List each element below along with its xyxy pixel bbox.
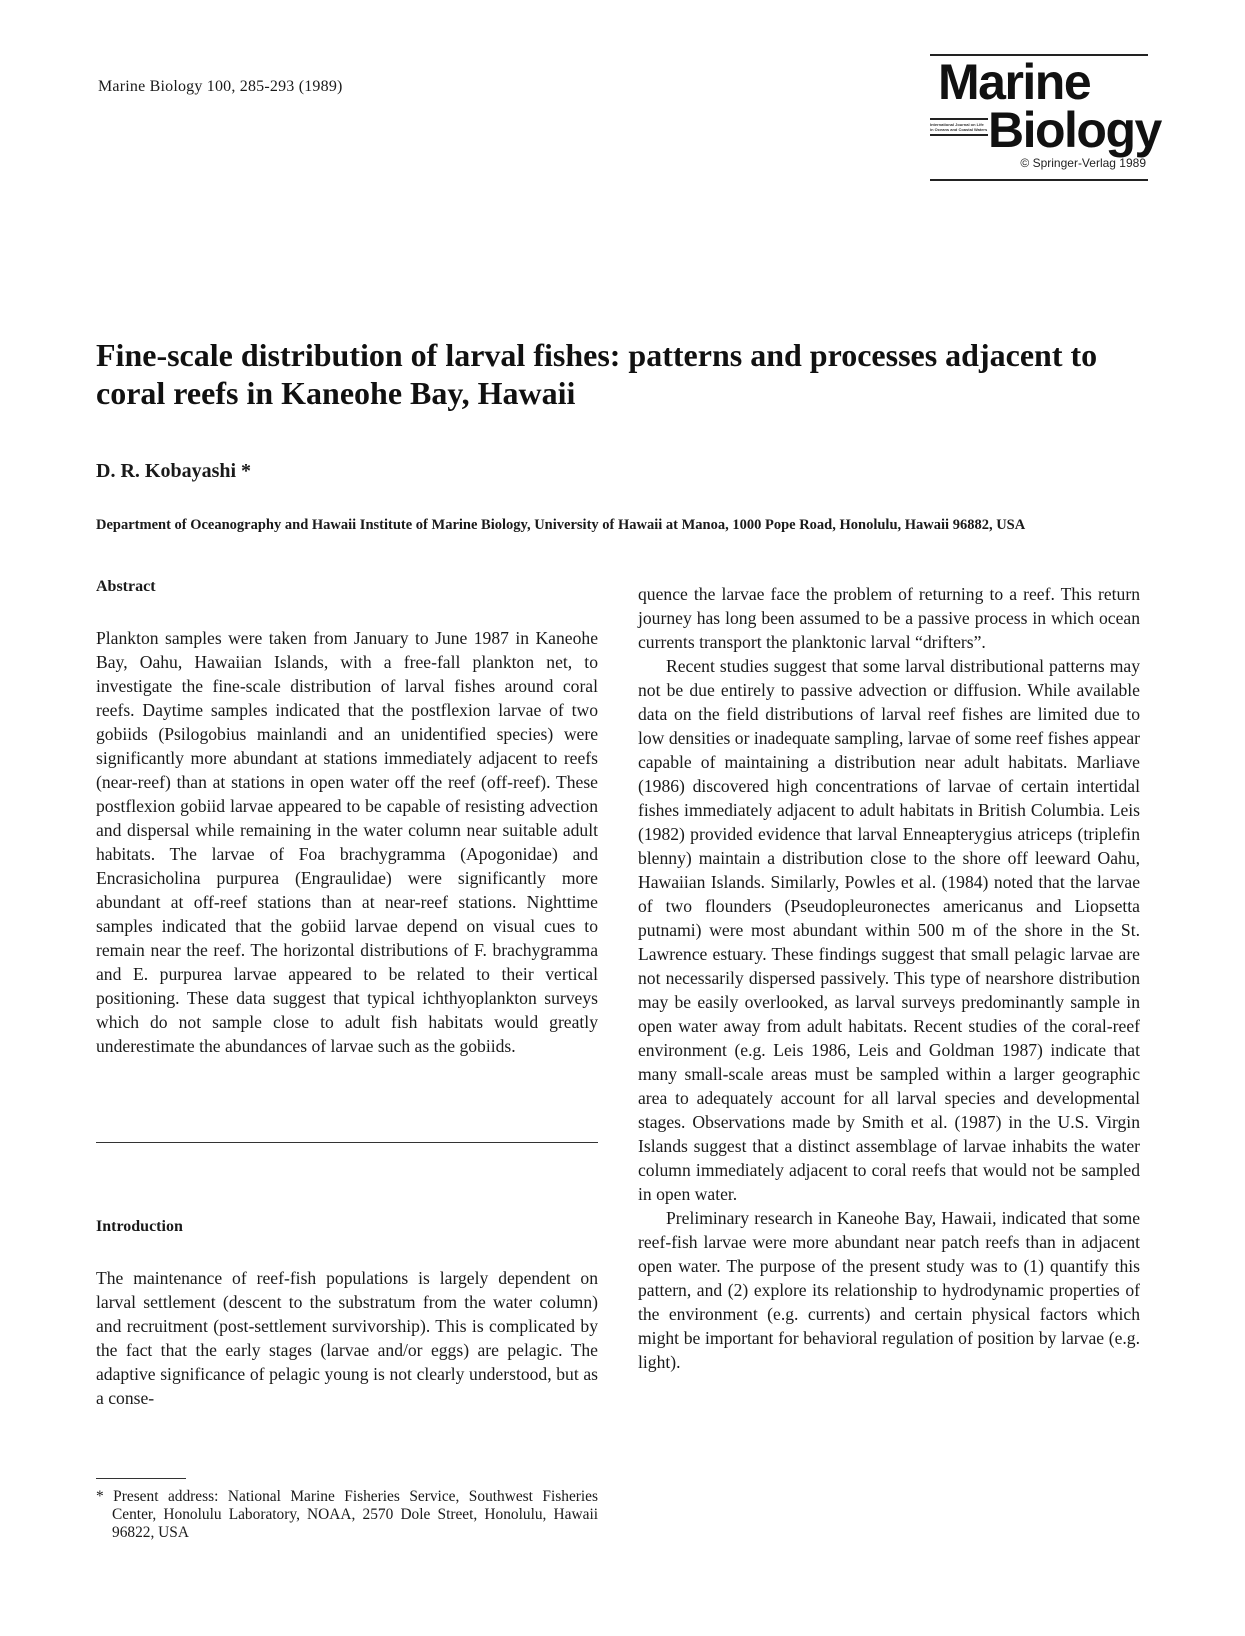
author-affiliation: Department of Oceanography and Hawaii Institute of Marine Biology, University of Hawaii at Manoa, 1000 Pope Road, Honolulu, Hawaii 96882, USA <box>96 517 1026 533</box>
journal-citation: Marine Biology 100, 285-293 (1989) <box>98 78 343 95</box>
article-author: D. R. Kobayashi * <box>96 460 252 482</box>
introduction-heading: Introduction <box>96 1218 183 1235</box>
introduction-paragraph-continued: quence the larvae face the problem of returning to a reef. This return journey has long been assumed to be a passive process in which ocean currents transport the planktonic larval “drifters”. <box>638 584 1140 652</box>
abstract-text: Plankton samples were taken from January to June 1987 in Kaneohe Bay, Oahu, Hawaiian Islands, with a free-fall plankton net, to investigate the fine-scale distribution of larval fishes around coral reefs. Daytime samples indicated that the postflexion larvae of two gobiids (Psilogobius mainlandi and an unidentified species) were significantly more abundant at stations immediately adjacent to reefs (near-reef) than at stations in open water off the reef (off-reef). These postflexion gobiid larvae appeared to be capable of resisting advection and dispersal while remaining in the water column near suitable adult habitats. The larvae of Foa brachygramma (Apogonidae) and Encrasicholina purpurea (Engraulidae) were significantly more abundant at off-reef stations than at near-reef stations. Nighttime samples indicated that the gobiid larvae depend on visual cues to remain near the reef. The horizontal distributions of F. brachygramma and E. purpurea larvae appeared to be related to their vertical positioning. These data suggest that typical ichthyoplankton surveys which do not sample close to adult fish habitats would greatly underestimate the abundances of larvae such as the gobiids. <box>96 628 598 1056</box>
introduction-paragraph-3: Preliminary research in Kaneohe Bay, Hawaii, indicated that some reef-fish larvae were more abundant near patch reefs than in adjacent open water. The purpose of the present study was to (1) quantify this pattern, and (2) explore its relationship to hydrodynamic properties of the environment (e.g. currents) and certain physical factors which might be important for behavioral regulation of position by larvae (e.g. light). <box>638 1208 1140 1372</box>
logo-bottom-rule <box>930 179 1148 181</box>
introduction-paragraph-1: The maintenance of reef-fish populations is largely dependent on larval settlement (descent to the substratum from the water column) and recruitment (post-settlement survivorship). This is complicated by the fact that the early stages (larvae and/or eggs) are pelagic. The adaptive significance of pelagic young is not clearly understood, but as a conse- <box>96 1268 598 1408</box>
publisher-copyright: © Springer-Verlag 1989 <box>1020 156 1146 170</box>
introduction-left-column <box>96 1266 598 1410</box>
footnote-text: * Present address: National Marine Fisheries Service, Southwest Fisheries Center, Honolulu Laboratory, NOAA, 2570 Dole Street, Honolulu, Hawaii 96822, USA <box>96 1488 598 1541</box>
logo-tagline: International Journal on Life in Oceans and Coastal Waters <box>930 118 988 136</box>
introduction-paragraph-2: Recent studies suggest that some larval distributional patterns may not be due entirely to passive advection or diffusion. While available data on the field distributions of larval reef fishes are limited due to low densities or inadequate sampling, larvae of some reef fishes appear capable of maintaining a distribution near adult habitats. Marliave (1986) discovered high concentrations of larvae of certain intertidal fishes immediately adjacent to adult habitats in British Columbia. Leis (1982) provided evidence that larval Enneapterygius atriceps (triplefin blenny) maintain a distribution close to the shore off leeward Oahu, Hawaiian Islands. Similarly, Powles et al. (1984) noted that the larvae of two flounders (Pseudopleuronectes americanus and Liopsetta putnami) were most abundant within 500 m of the shore in the St. Lawrence estuary. These findings suggest that small pelagic larvae are not necessarily dispersed passively. This type of nearshore distribution may be easily overlooked, as larval surveys predominantly sample in open water away from adult habitats. Recent studies of the coral-reef environment (e.g. Leis 1986, Leis and Goldman 1987) indicate that many small-scale areas must be sampled within a larger geographic area to adequately account for all larval species and developmental stages. Observations made by Smith et al. (1987) in the U.S. Virgin Islands suggest that a distinct assemblage of larvae inhabits the water column immediately adjacent to coral reefs that would not be sampled in open water. <box>638 656 1140 1204</box>
logo-word-marine: Marine <box>938 54 1091 110</box>
article-title: Fine-scale distribution of larval fishes: patterns and processes adjacent to coral reefs in Kaneohe Bay, Hawaii <box>96 337 1098 411</box>
abstract-divider <box>96 1142 598 1143</box>
introduction-right-column <box>638 582 1140 1374</box>
abstract-heading: Abstract <box>96 578 156 595</box>
abstract-body <box>96 626 598 1058</box>
logo-word-biology: Biology <box>988 102 1161 158</box>
footnote <box>96 1488 598 1542</box>
footnote-divider <box>96 1478 186 1479</box>
journal-logo <box>930 48 1161 180</box>
